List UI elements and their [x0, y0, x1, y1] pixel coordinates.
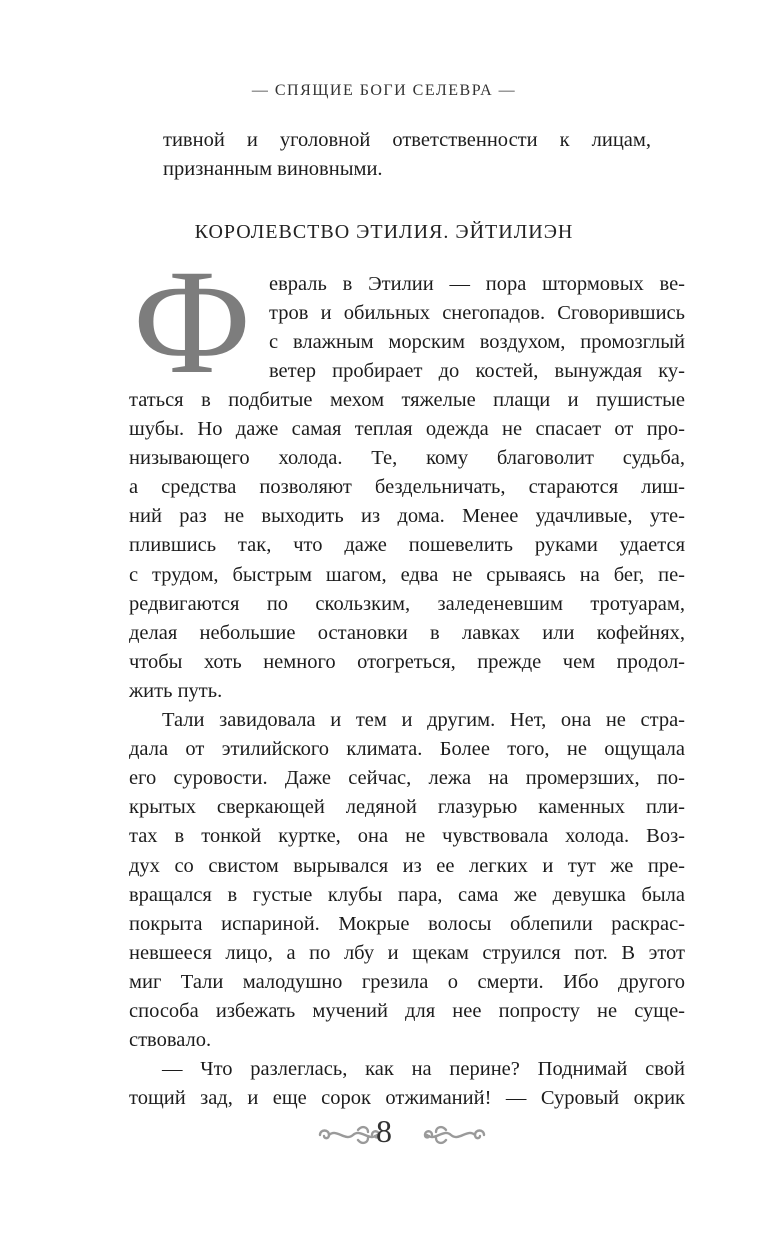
- text-line: ствовало.: [129, 1029, 212, 1052]
- continued-paragraph: [163, 126, 651, 184]
- text-line: низывающего холода. Те, кому благоволит судьба,: [129, 447, 685, 470]
- text-line: редвигаются по скользким, заледеневшим тротуарам,: [129, 592, 685, 615]
- page-footer: [0, 1113, 768, 1157]
- text-line: миг Тали малодушно грезила о смерти. Ибо другого: [129, 970, 685, 993]
- text-line: покрыта испариной. Мокрые волосы облепили раскрас-: [129, 912, 685, 935]
- body-text: [129, 386, 685, 1113]
- text-line: дала от этилийского климата. Более того, не ощущала: [129, 738, 685, 761]
- text-line: тощий зад, и еще сорок отжиманий! — Суровый окрик: [129, 1087, 685, 1110]
- text-line: способа избежать мучений для нее попросту не суще-: [129, 999, 685, 1022]
- text-line: шубы. Но даже самая теплая одежда не спасает от про-: [129, 418, 685, 441]
- running-head: — СПЯЩИЕ БОГИ СЕЛЕВРА —: [251, 82, 517, 99]
- text-line: Тали завидовала и тем и другим. Нет, она не стра-: [162, 709, 685, 732]
- text-line: делая небольшие остановки в лавках или кофейнях,: [129, 621, 685, 644]
- text-line: его суровости. Даже сейчас, лежа на промерзших, по-: [129, 767, 685, 790]
- text-line: с трудом, быстрым шагом, едва не срываясь на бег, пе-: [129, 563, 685, 586]
- page-number: 8: [376, 1113, 392, 1149]
- drop-cap: Ф: [132, 239, 252, 405]
- text-line: невшееся лицо, а по лбу и щекам струился пот. В этот: [129, 941, 685, 964]
- text-line: крытых сверкающей ледяной глазурью каменных пли-: [129, 796, 685, 819]
- text-line: дух со свистом вырывался из ее легких и тут же пре-: [129, 854, 685, 877]
- text-line: тров и обильных снегопадов. Сговорившись: [269, 302, 685, 325]
- text-line: с влажным морским воздухом, промозглый: [269, 331, 685, 354]
- text-line: — Что разлеглась, как на перине? Поднимай свой: [162, 1058, 685, 1081]
- ornament-right-icon: [420, 1121, 494, 1149]
- text-line: а средства позволяют бездельничать, стараются лиш-: [129, 476, 685, 499]
- text-line: тах в тонкой куртке, она не чувствовала холода. Воз-: [129, 825, 685, 848]
- ornament-left-icon: [310, 1121, 384, 1149]
- section-heading: КОРОЛЕВСТВО ЭТИЛИЯ. ЭЙТИЛИЭН: [194, 221, 574, 243]
- drop-cap-lines: [269, 270, 685, 386]
- text-line: таться в подбитые мехом тяжелые плащи и пушистые: [129, 389, 685, 411]
- text-line: ний раз не выходить из дома. Менее удачливые, уте-: [129, 505, 685, 528]
- text-line: чтобы хоть немного отогреться, прежде чем продол-: [129, 650, 685, 673]
- text-line: плившись так, что даже пошевелить руками удается: [129, 534, 685, 557]
- text-line: тивной и уголовной ответственности к лицам,: [163, 129, 651, 151]
- text-line: вращался в густые клубы пара, сама же девушка была: [129, 883, 685, 906]
- text-line: ветер пробирает до костей, вынуждая ку-: [269, 360, 685, 383]
- text-line: признанным виновными.: [163, 158, 383, 181]
- text-line: жить путь.: [129, 679, 223, 702]
- text-line: евраль в Этилии — пора штормовых ве-: [269, 273, 685, 295]
